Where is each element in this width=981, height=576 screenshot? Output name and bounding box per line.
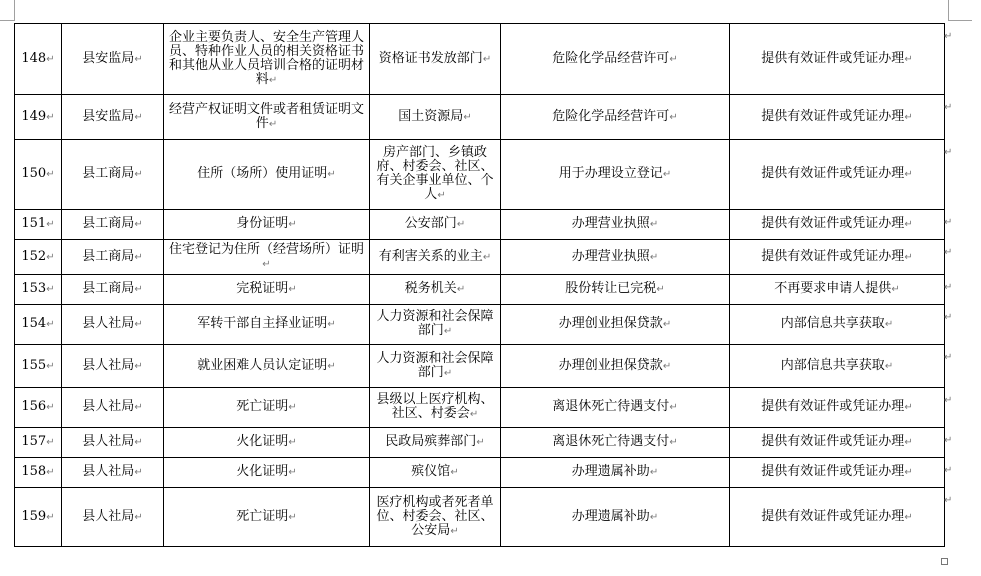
department-cell[interactable] [62,140,164,210]
paragraph-mark-icon: ↵ [904,402,913,413]
row-number-text: 148 [21,50,47,66]
handling-method-text: 提供有效证件或凭证办理 [761,508,905,524]
row-end-mark-icon: ↵ [944,217,953,228]
paragraph-mark-icon: ↵ [456,284,466,295]
handling-method-text: 提供有效证件或凭证办理 [761,50,905,66]
table-resize-handle[interactable] [941,558,948,565]
paragraph-mark-icon: ↵ [904,437,913,448]
issuing-authority-cell[interactable] [370,140,501,210]
certificate-material-cell[interactable] [164,140,370,210]
table-row [15,275,945,305]
paragraph-mark-icon: ↵ [46,319,55,330]
issuing-authority-text: 医疗机构或者死者单位、村委会、社区、公安局 [376,494,494,538]
row-end-mark-icon: ↵ [944,395,953,406]
paragraph-mark-icon: ↵ [327,319,336,330]
issuing-authority-cell[interactable] [370,95,501,140]
row-number-cell[interactable] [15,24,62,95]
row-number-cell[interactable] [15,275,62,305]
row-end-mark-icon: ↵ [944,102,953,113]
paragraph-mark-icon: ↵ [327,169,336,180]
issuing-authority-text: 殡仪馆 [411,464,451,479]
usage-purpose-text: 离退休死亡待遇支付 [552,399,670,414]
paragraph-mark-icon: ↵ [463,111,472,123]
handling-method-text: 不再要求申请人提供 [774,281,892,296]
department-cell[interactable] [62,305,164,345]
certificate-material-cell[interactable] [164,95,370,140]
paragraph-mark-icon: ↵ [268,74,278,86]
certificate-material-text: 住宅登记为住所（经营场所）证明 [168,241,364,257]
row-number-cell[interactable] [15,240,62,275]
row-end-mark-icon: ↵ [944,352,953,363]
issuing-authority-text: 资格证书发放部门 [378,50,483,66]
row-end-mark-icon: ↵ [944,282,953,293]
paragraph-mark-icon: ↵ [134,169,143,180]
department-text: 县人社局 [82,399,135,414]
certificate-material-cell[interactable] [164,458,370,488]
department-text: 县人社局 [82,434,135,449]
paragraph-mark-icon: ↵ [904,111,913,123]
usage-purpose-text: 办理遗属补助 [571,464,650,479]
table-row [15,345,945,388]
handling-method-text: 提供有效证件或凭证办理 [761,108,905,124]
row-number-text: 154 [21,316,47,331]
department-cell[interactable] [62,275,164,305]
issuing-authority-cell[interactable] [370,458,501,488]
issuing-authority-text: 民政局殡葬部门 [385,434,477,449]
handling-method-cell[interactable] [730,388,945,428]
paragraph-mark-icon: ↵ [134,251,143,263]
issuing-authority-text: 人力资源和社会保障部门 [376,350,494,380]
department-cell[interactable] [62,458,164,488]
table-row [15,428,945,458]
usage-purpose-cell[interactable] [501,95,730,140]
row-number-cell[interactable] [15,458,62,488]
department-cell[interactable] [62,345,164,388]
usage-purpose-text: 危险化学品经营许可 [552,50,670,66]
usage-purpose-text: 办理创业担保贷款 [558,316,663,331]
paragraph-mark-icon: ↵ [288,402,297,413]
paragraph-mark-icon: ↵ [482,251,492,263]
crop-mark-top-left [14,0,15,21]
issuing-authority-cell[interactable] [370,345,501,388]
certificate-material-text: 就业困难人员认定证明 [197,357,328,373]
department-text: 县工商局 [82,216,135,231]
paragraph-mark-icon: ↵ [656,284,665,295]
row-end-mark-icon: ↵ [944,312,953,323]
row-number-text: 153 [21,281,47,296]
handling-method-cell[interactable] [730,275,945,305]
paragraph-mark-icon: ↵ [134,360,143,372]
paragraph-mark-icon: ↵ [46,219,55,230]
paragraph-mark-icon: ↵ [450,525,459,537]
handling-method-cell[interactable] [730,95,945,140]
crop-mark-top-right [948,0,949,21]
department-text: 县工商局 [82,281,135,296]
usage-purpose-cell[interactable] [501,275,730,305]
paragraph-mark-icon: ↵ [649,251,659,263]
handling-method-text: 提供有效证件或凭证办理 [761,434,905,449]
usage-purpose-text: 办理遗属补助 [571,508,650,524]
usage-purpose-cell[interactable] [501,388,730,428]
paragraph-mark-icon: ↵ [134,111,143,123]
issuing-authority-cell[interactable] [370,305,501,345]
paragraph-mark-icon: ↵ [134,511,143,523]
usage-purpose-text: 用于办理设立登记 [558,166,663,181]
issuing-authority-cell[interactable] [370,428,501,458]
paragraph-mark-icon: ↵ [134,219,143,230]
department-cell[interactable] [62,488,164,547]
table-row [15,140,945,210]
certificate-material-cell[interactable] [164,345,370,388]
issuing-authority-cell[interactable] [370,24,501,95]
paragraph-mark-icon: ↵ [134,402,143,413]
paragraph-mark-icon: ↵ [46,402,55,413]
paragraph-mark-icon: ↵ [288,467,297,478]
row-number-text: 149 [21,108,47,124]
department-text: 县人社局 [82,357,135,373]
table-body [15,24,945,547]
handling-method-text: 内部信息共享获取 [780,316,885,331]
department-cell[interactable] [62,95,164,140]
row-number-cell[interactable] [15,345,62,388]
crop-mark-top-left [0,20,14,21]
handling-method-text: 提供有效证件或凭证办理 [761,216,905,231]
paragraph-mark-icon: ↵ [904,219,913,230]
department-text: 县人社局 [82,508,135,524]
usage-purpose-text: 离退休死亡待遇支付 [552,434,670,449]
issuing-authority-text: 房产部门、乡镇政府、村委会、社区、有关企事业单位、个人 [376,145,494,202]
certificate-material-cell[interactable] [164,388,370,428]
usage-purpose-text: 危险化学品经营许可 [552,108,670,124]
department-cell[interactable] [62,428,164,458]
issuing-authority-cell[interactable] [370,210,501,240]
department-cell[interactable] [62,388,164,428]
handling-method-cell[interactable] [730,458,945,488]
usage-purpose-text: 办理营业执照 [571,216,650,231]
row-number-text: 158 [21,464,47,479]
certificate-material-text: 住所（场所）使用证明 [197,166,328,181]
usage-purpose-cell[interactable] [501,305,730,345]
certificate-material-text: 身份证明 [236,216,289,231]
issuing-authority-cell[interactable] [370,488,501,547]
paragraph-mark-icon: ↵ [134,467,143,478]
row-end-mark-icon: ↵ [944,247,953,258]
row-number-cell[interactable] [15,388,62,428]
table-row [15,305,945,345]
paragraph-mark-icon: ↵ [456,219,466,230]
issuing-authority-text: 税务机关 [404,281,457,296]
paragraph-mark-icon: ↵ [46,511,55,523]
paragraph-mark-icon: ↵ [46,53,55,65]
certificate-material-text: 火化证明 [236,464,289,479]
handling-method-text: 内部信息共享获取 [780,357,885,373]
usage-purpose-cell[interactable] [501,140,730,210]
paragraph-mark-icon: ↵ [884,360,894,372]
usage-purpose-cell[interactable] [501,428,730,458]
paragraph-mark-icon: ↵ [268,118,278,130]
paragraph-mark-icon: ↵ [288,284,297,295]
certificate-material-text: 经营产权证明文件或者租赁证明文件 [168,101,364,131]
paragraph-mark-icon: ↵ [482,53,492,65]
certificate-material-text: 企业主要负责人、安全生产管理人员、特种作业人员的相关资格证书和其他从业人员培训合格的证明材料 [168,29,364,87]
handling-method-text: 提供有效证件或凭证办理 [761,464,905,479]
handling-method-cell[interactable] [730,140,945,210]
row-end-mark-icon: ↵ [944,465,953,476]
issuing-authority-text: 公安部门 [404,216,457,231]
certificate-material-text: 军转干部自主择业证明 [197,316,328,331]
usage-purpose-cell[interactable] [501,488,730,547]
department-text: 县安监局 [82,50,135,66]
table-row [15,240,945,275]
paragraph-mark-icon: ↵ [662,319,672,330]
row-end-mark-icon: ↵ [944,435,953,446]
paragraph-mark-icon: ↵ [450,467,459,478]
paragraph-mark-icon: ↵ [46,467,55,478]
usage-purpose-cell[interactable] [501,458,730,488]
issuing-authority-cell[interactable] [370,388,501,428]
usage-purpose-text: 股份转让已完税 [565,281,657,296]
paragraph-mark-icon: ↵ [327,360,336,372]
paragraph-mark-icon: ↵ [649,219,659,230]
row-end-mark-icon: ↵ [944,147,953,158]
department-text: 县工商局 [82,166,135,181]
paragraph-mark-icon: ↵ [904,467,913,478]
paragraph-mark-icon: ↵ [469,409,479,420]
row-number-cell[interactable] [15,210,62,240]
table-row [15,458,945,488]
paragraph-mark-icon: ↵ [46,251,55,263]
department-text: 县人社局 [82,464,135,479]
usage-purpose-text: 办理营业执照 [571,248,650,264]
paragraph-mark-icon: ↵ [884,319,894,330]
usage-purpose-cell[interactable] [501,240,730,275]
department-text: 县工商局 [82,248,135,264]
paragraph-mark-icon: ↵ [134,319,143,330]
paragraph-mark-icon: ↵ [288,219,297,230]
crop-mark-top-right [948,20,972,21]
paragraph-mark-icon: ↵ [476,437,485,448]
usage-purpose-text: 办理创业担保贷款 [558,357,663,373]
department-cell[interactable] [62,24,164,95]
usage-purpose-cell[interactable] [501,24,730,95]
table-row [15,24,945,95]
paragraph-mark-icon: ↵ [134,284,143,295]
department-text: 县人社局 [82,316,135,331]
row-number-cell[interactable] [15,488,62,547]
certificate-material-cell[interactable] [164,428,370,458]
paragraph-mark-icon: ↵ [669,53,678,65]
row-number-text: 150 [21,166,47,181]
handling-method-text: 提供有效证件或凭证办理 [761,248,905,264]
handling-method-cell[interactable] [730,210,945,240]
table-row [15,388,945,428]
row-number-text: 159 [21,508,47,524]
department-cell[interactable] [62,240,164,275]
table-row [15,488,945,547]
paragraph-mark-icon: ↵ [649,511,659,523]
row-number-text: 151 [21,216,47,231]
certificate-material-text: 死亡证明 [236,399,289,414]
department-cell[interactable] [62,210,164,240]
handling-method-cell[interactable] [730,345,945,388]
row-number-cell[interactable] [15,428,62,458]
paragraph-mark-icon: ↵ [669,437,678,448]
table-row [15,210,945,240]
handling-method-cell[interactable] [730,488,945,547]
issuing-authority-text: 国土资源局 [398,108,464,124]
certificate-list-table [14,23,945,547]
certificate-material-text: 死亡证明 [236,508,289,524]
row-end-mark-icon: ↵ [944,495,953,506]
row-number-cell[interactable] [15,95,62,140]
certificate-material-cell[interactable] [164,210,370,240]
table-row [15,95,945,140]
certificate-material-text: 完税证明 [236,281,289,296]
handling-method-cell[interactable] [730,428,945,458]
usage-purpose-cell[interactable] [501,210,730,240]
handling-method-cell[interactable] [730,305,945,345]
paragraph-mark-icon: ↵ [669,402,678,413]
handling-method-cell[interactable] [730,24,945,95]
paragraph-mark-icon: ↵ [443,367,453,379]
issuing-authority-text: 县级以上医疗机构、社区、村委会 [376,392,494,421]
row-number-cell[interactable] [15,140,62,210]
paragraph-mark-icon: ↵ [46,284,55,295]
handling-method-text: 提供有效证件或凭证办理 [761,399,905,414]
paragraph-mark-icon: ↵ [662,169,672,180]
paragraph-mark-icon: ↵ [904,53,913,65]
paragraph-mark-icon: ↵ [649,467,659,478]
certificate-material-text: 火化证明 [236,434,289,449]
certificate-material-cell[interactable] [164,305,370,345]
paragraph-mark-icon: ↵ [46,169,55,180]
paragraph-mark-icon: ↵ [288,437,297,448]
paragraph-mark-icon: ↵ [288,511,297,523]
paragraph-mark-icon: ↵ [46,437,55,448]
paragraph-mark-icon: ↵ [669,111,678,123]
issuing-authority-cell[interactable] [370,240,501,275]
paragraph-mark-icon: ↵ [904,169,913,180]
paragraph-mark-icon: ↵ [443,326,453,337]
issuing-authority-cell[interactable] [370,275,501,305]
row-number-text: 155 [21,357,47,373]
row-number-text: 156 [21,399,47,414]
handling-method-text: 提供有效证件或凭证办理 [761,166,905,181]
row-number-text: 157 [21,434,47,449]
row-end-mark-icon: ↵ [944,31,953,42]
paragraph-mark-icon: ↵ [437,190,446,201]
paragraph-mark-icon: ↵ [662,360,672,372]
row-number-text: 152 [21,248,47,264]
department-text: 县安监局 [82,108,135,124]
issuing-authority-text: 有利害关系的业主 [378,248,483,264]
certificate-material-cell[interactable] [164,240,370,275]
certificate-material-cell[interactable] [164,24,370,95]
issuing-authority-text: 人力资源和社会保障部门 [376,309,494,338]
paragraph-mark-icon: ↵ [134,53,143,65]
paragraph-mark-icon: ↵ [904,251,913,263]
paragraph-mark-icon: ↵ [904,511,913,523]
handling-method-cell[interactable] [730,240,945,275]
paragraph-mark-icon: ↵ [134,437,143,448]
certificate-material-cell[interactable] [164,488,370,547]
certificate-material-cell[interactable] [164,275,370,305]
paragraph-mark-icon: ↵ [46,111,55,123]
paragraph-mark-icon: ↵ [46,360,55,372]
paragraph-mark-icon: ↵ [891,284,900,295]
usage-purpose-cell[interactable] [501,345,730,388]
row-number-cell[interactable] [15,305,62,345]
paragraph-mark-icon: ↵ [262,258,271,270]
